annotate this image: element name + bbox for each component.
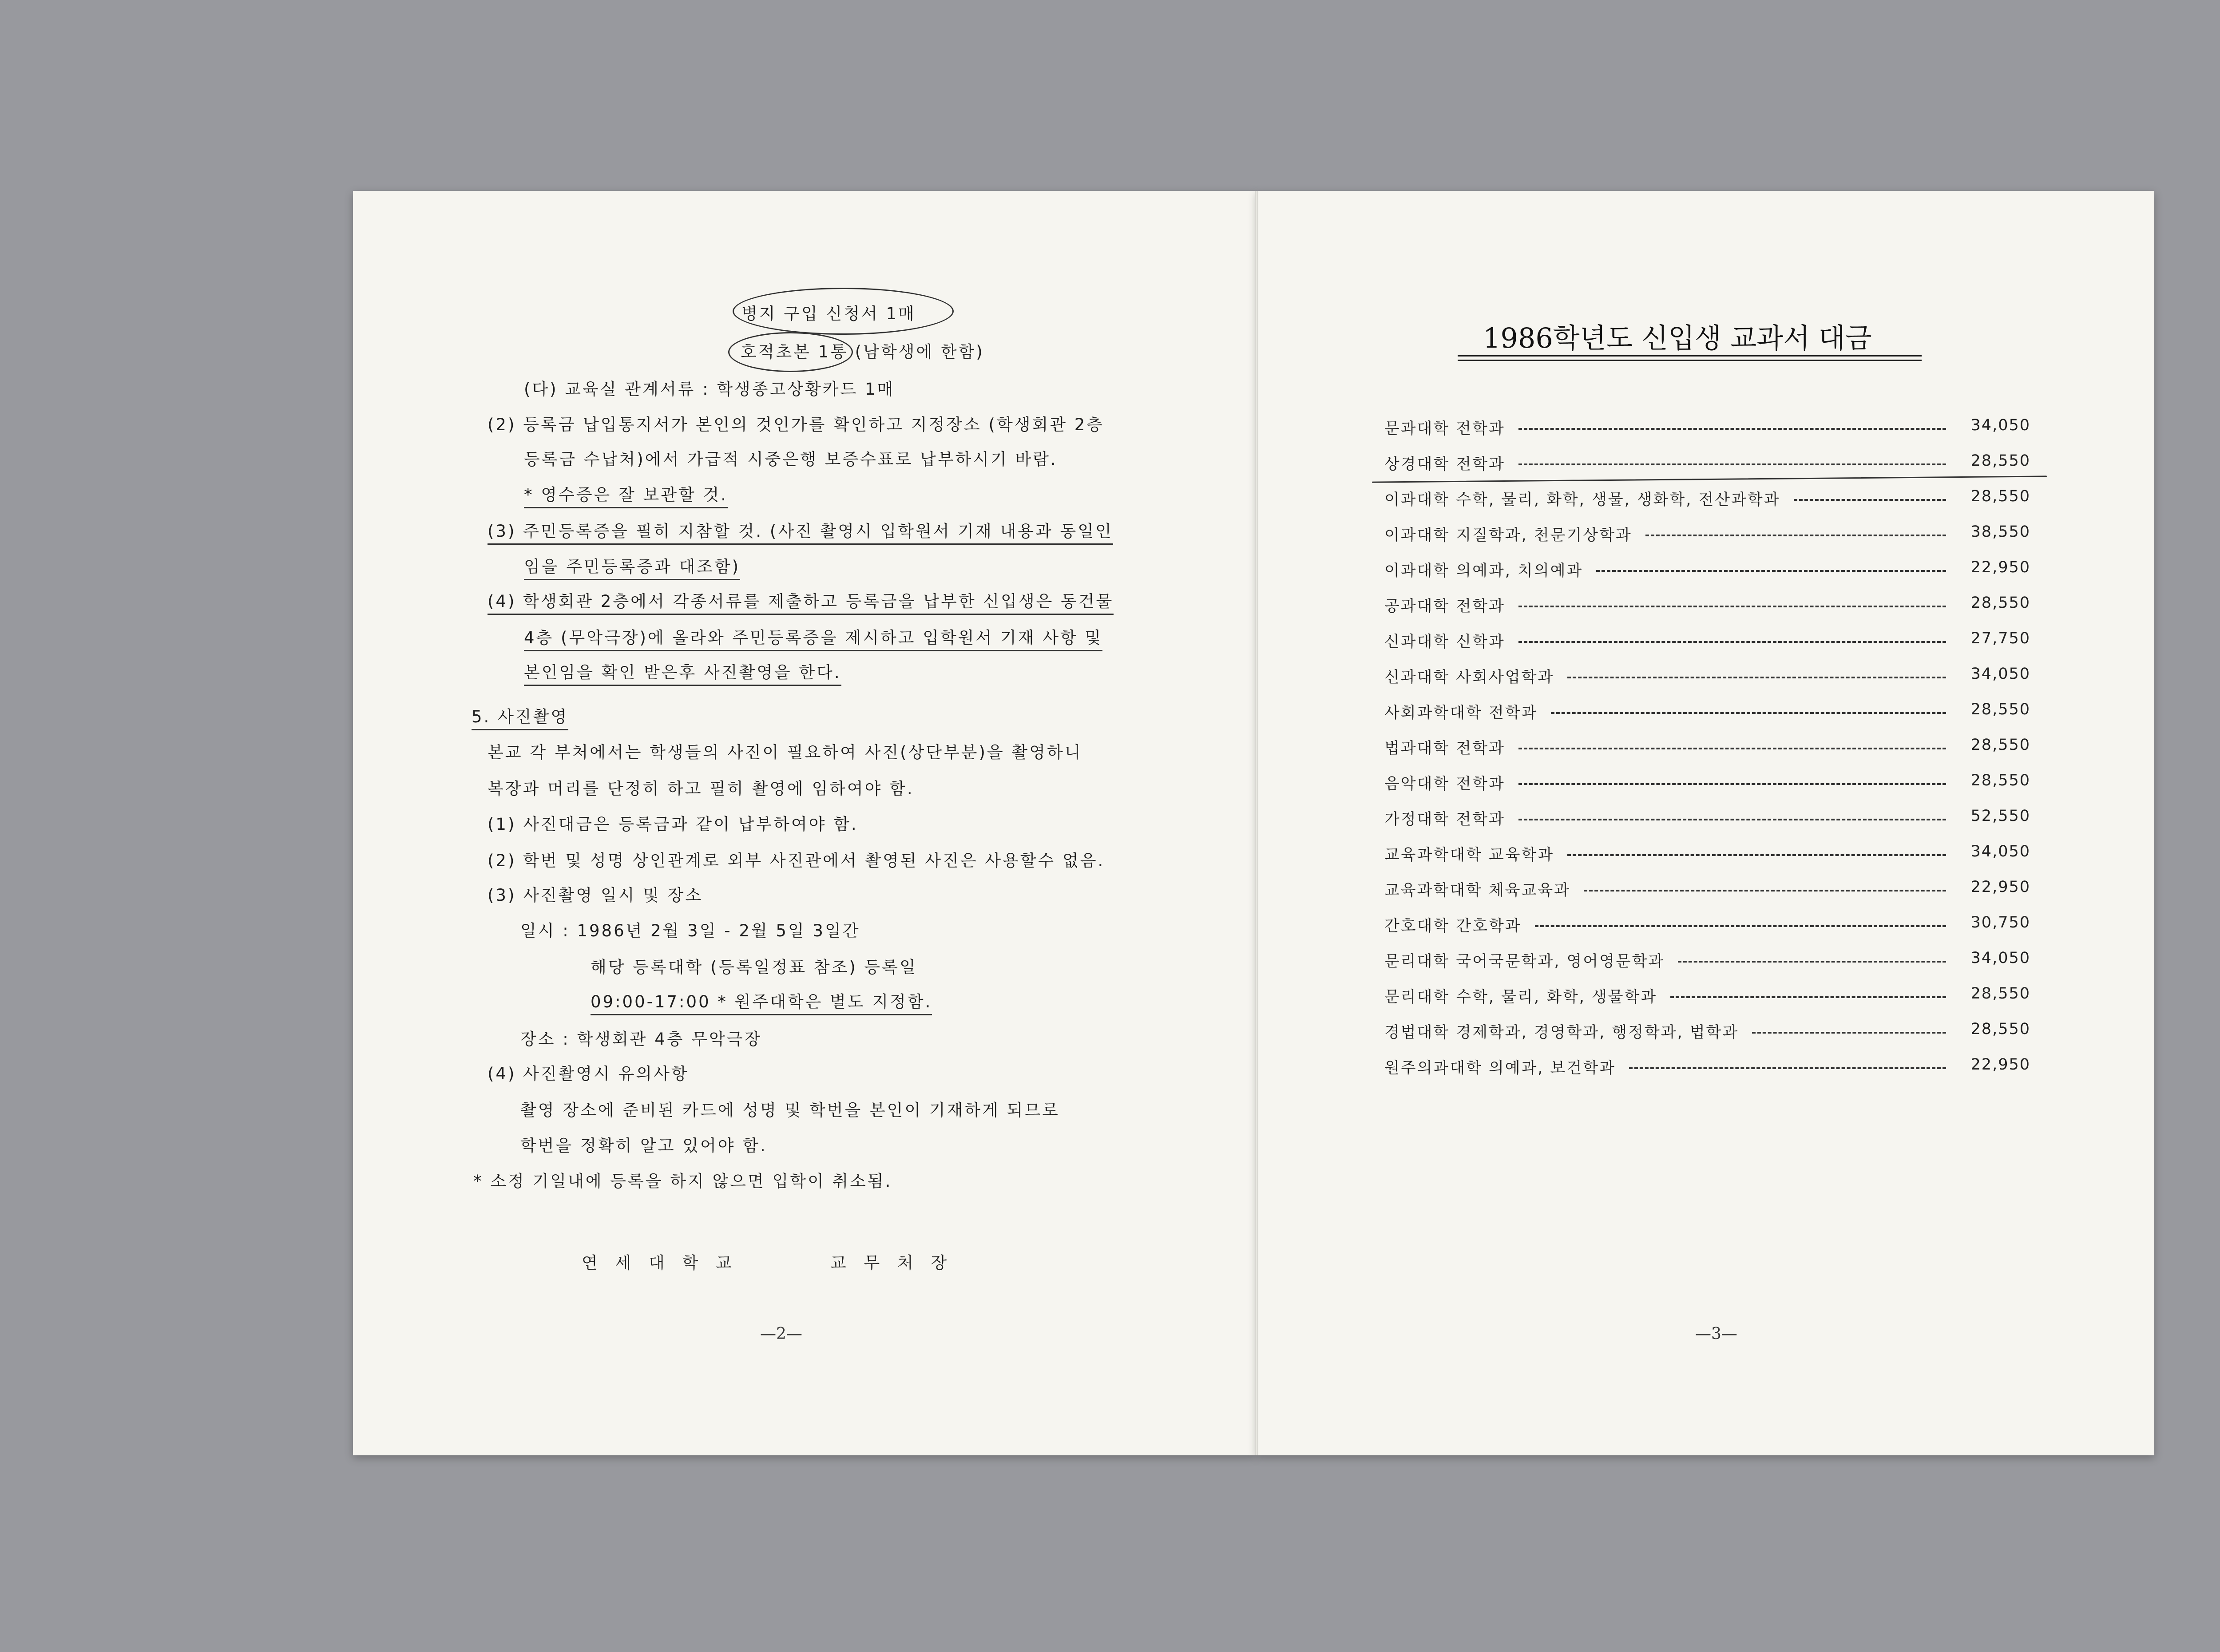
doc-line: 복장과 머리를 단정히 하고 필히 촬영에 임하여야 함. [488,779,914,798]
leader-dashes [1567,854,1946,856]
doc-line: * 영수증은 잘 보관할 것. [524,481,728,508]
amount-value: 22,950 [1970,559,2030,576]
dept-label: 문과대학 전학과 [1384,420,1505,438]
signature-office: 교 무 처 장 [830,1253,953,1272]
dept-label: 원주의과대학 의예과, 보건학과 [1384,1059,1616,1077]
amount-value: 30,750 [1970,914,2030,931]
dept-label: 법과대학 전학과 [1384,740,1505,757]
doc-line: 병지 구입 신청서 1매 [741,304,916,323]
dept-label: 이과대학 의예과, 치의예과 [1384,562,1583,580]
fee-row [1384,523,2030,550]
page-title: 1986학년도 신입생 교과서 대금 [1483,322,1872,354]
fee-row [1384,736,2030,763]
amount-value: 28,550 [1970,594,2030,612]
fee-row [1384,772,2030,798]
amount-value: 34,050 [1970,665,2030,683]
leader-dashes [1518,641,1946,643]
amount-value: 28,550 [1970,985,2030,1002]
doc-line: 촬영 장소에 준비된 카드에 성명 및 학번을 본인이 기재하게 되므로 [520,1101,1060,1120]
fee-row [1384,949,2030,976]
fee-row [1384,914,2030,940]
fee-row [1384,559,2030,585]
amount-value: 27,750 [1970,630,2030,647]
fee-row [1384,665,2030,692]
dept-label: 이과대학 지질학과, 천문기상학과 [1384,527,1632,544]
fee-row [1384,843,2030,869]
fee-row [1384,594,2030,621]
section-heading: 5. 사진촬영 [472,703,568,730]
booklet-spine [1255,191,1258,1455]
doc-line: 본인임을 확인 받은후 사진촬영을 한다. [524,659,841,686]
fee-row [1384,878,2030,905]
doc-line: 등록금 수납처)에서 가급적 시중은행 보증수표로 납부하시기 바람. [524,450,1058,469]
leader-dashes [1518,748,1946,749]
doc-line: (4) 학생회관 2층에서 각종서류를 제출하고 등록금을 납부한 신입생은 동건물 [488,588,1114,615]
page-number-left: —2— [760,1325,802,1343]
fee-row [1384,452,2030,479]
amount-value: 22,950 [1970,1056,2030,1074]
doc-line: * 소정 기일내에 등록을 하지 않으면 입학이 취소됨. [473,1172,892,1191]
dept-label: 간호대학 간호학과 [1384,917,1522,935]
dept-label: 가정대학 전학과 [1384,811,1505,828]
doc-line: 해당 등록대학 (등록일정표 참조) 등록일 [591,958,917,977]
leader-dashes [1584,890,1946,891]
leader-dashes [1629,1067,1946,1069]
amount-value: 22,950 [1970,878,2030,896]
leader-dashes [1518,606,1946,607]
dept-label: 신과대학 사회사업학과 [1384,669,1554,686]
dept-label: 문리대학 수학, 물리, 화학, 생물학과 [1384,988,1657,1006]
amount-value: 28,550 [1970,452,2030,470]
dept-label: 경법대학 경제학과, 경영학과, 행정학과, 법학과 [1384,1024,1739,1042]
doc-line: 09:00-17:00 * 원주대학은 별도 지정함. [591,988,932,1015]
dept-label: 음악대학 전학과 [1384,775,1505,793]
leader-dashes [1678,961,1946,963]
leader-dashes [1794,499,1946,501]
doc-line: 4층 (무악극장)에 올라와 주민등록증을 제시하고 입학원서 기재 사항 및 [524,624,1102,651]
page-number-right: —3— [1695,1325,1737,1343]
amount-value: 28,550 [1970,701,2030,718]
fee-row [1384,1020,2030,1047]
leader-dashes [1518,428,1946,430]
fee-row [1384,985,2030,1011]
leader-dashes [1670,996,1946,998]
doc-line: 본교 각 부처에서는 학생들의 사진이 필요하여 사진(상단부분)을 촬영하니 [488,743,1082,762]
leader-dashes [1518,464,1946,465]
dept-label: 문리대학 국어국문학과, 영어영문학과 [1384,953,1665,971]
signature-org: 연 세 대 학 교 [582,1253,738,1272]
fee-row [1384,630,2030,656]
doc-line: (1) 사진대금은 등록금과 같이 납부하여야 함. [488,815,858,834]
doc-line: 일시 : 1986년 2월 3일 - 2월 5일 3일간 [520,921,860,940]
leader-dashes [1567,677,1946,678]
fee-row [1384,701,2030,727]
fee-row [1384,487,2030,514]
dept-label: 사회과학대학 전학과 [1384,704,1538,722]
amount-value: 34,050 [1970,949,2030,967]
dept-label: 이과대학 수학, 물리, 화학, 생물, 생화학, 전산과학과 [1384,491,1780,509]
title-rule [1458,355,1922,357]
leader-dashes [1518,783,1946,785]
leader-dashes [1596,570,1946,572]
fee-row [1384,807,2030,834]
doc-line: 호적초본 1통 (남학생에 한함) [741,342,984,361]
amount-value: 28,550 [1970,1020,2030,1038]
amount-value: 28,550 [1970,736,2030,754]
doc-line: (3) 주민등록증을 필히 지참할 것. (사진 촬영시 입학원서 기재 내용과 동일인 [488,518,1113,545]
doc-line: (2) 등록금 납입통지서가 본인의 것인가를 확인하고 지정장소 (학생회관 2층 [488,415,1104,434]
dept-label: 공과대학 전학과 [1384,598,1505,615]
dept-label: 교육과학대학 체육교육과 [1384,882,1571,899]
dept-label: 교육과학대학 교육학과 [1384,846,1554,864]
fee-row [1384,416,2030,443]
title-rule [1458,360,1922,361]
doc-line: 장소 : 학생회관 4층 무악극장 [520,1030,762,1049]
doc-line: (3) 사진촬영 일시 및 장소 [488,886,703,905]
dept-label: 신과대학 신학과 [1384,633,1505,651]
leader-dashes [1551,712,1946,714]
amount-value: 28,550 [1970,487,2030,505]
doc-line: 학번을 정확히 알고 있어야 함. [520,1136,767,1155]
amount-value: 28,550 [1970,772,2030,789]
dept-label: 상경대학 전학과 [1384,456,1505,473]
leader-dashes [1535,925,1946,927]
leader-dashes [1645,535,1946,536]
amount-value: 38,550 [1970,523,2030,541]
amount-value: 34,050 [1970,416,2030,434]
amount-value: 52,550 [1970,807,2030,825]
doc-line: (2) 학번 및 성명 상인관계로 외부 사진관에서 촬영된 사진은 사용할수 없음. [488,851,1105,870]
fee-row [1384,1056,2030,1082]
doc-line: 임을 주민등록증과 대조함) [524,553,740,580]
leader-dashes [1752,1032,1946,1034]
doc-line: (4) 사진촬영시 유의사항 [488,1064,689,1083]
leader-dashes [1518,819,1946,820]
doc-line: (다) 교육실 관계서류 : 학생종고상황카드 1매 [524,380,895,399]
amount-value: 34,050 [1970,843,2030,860]
